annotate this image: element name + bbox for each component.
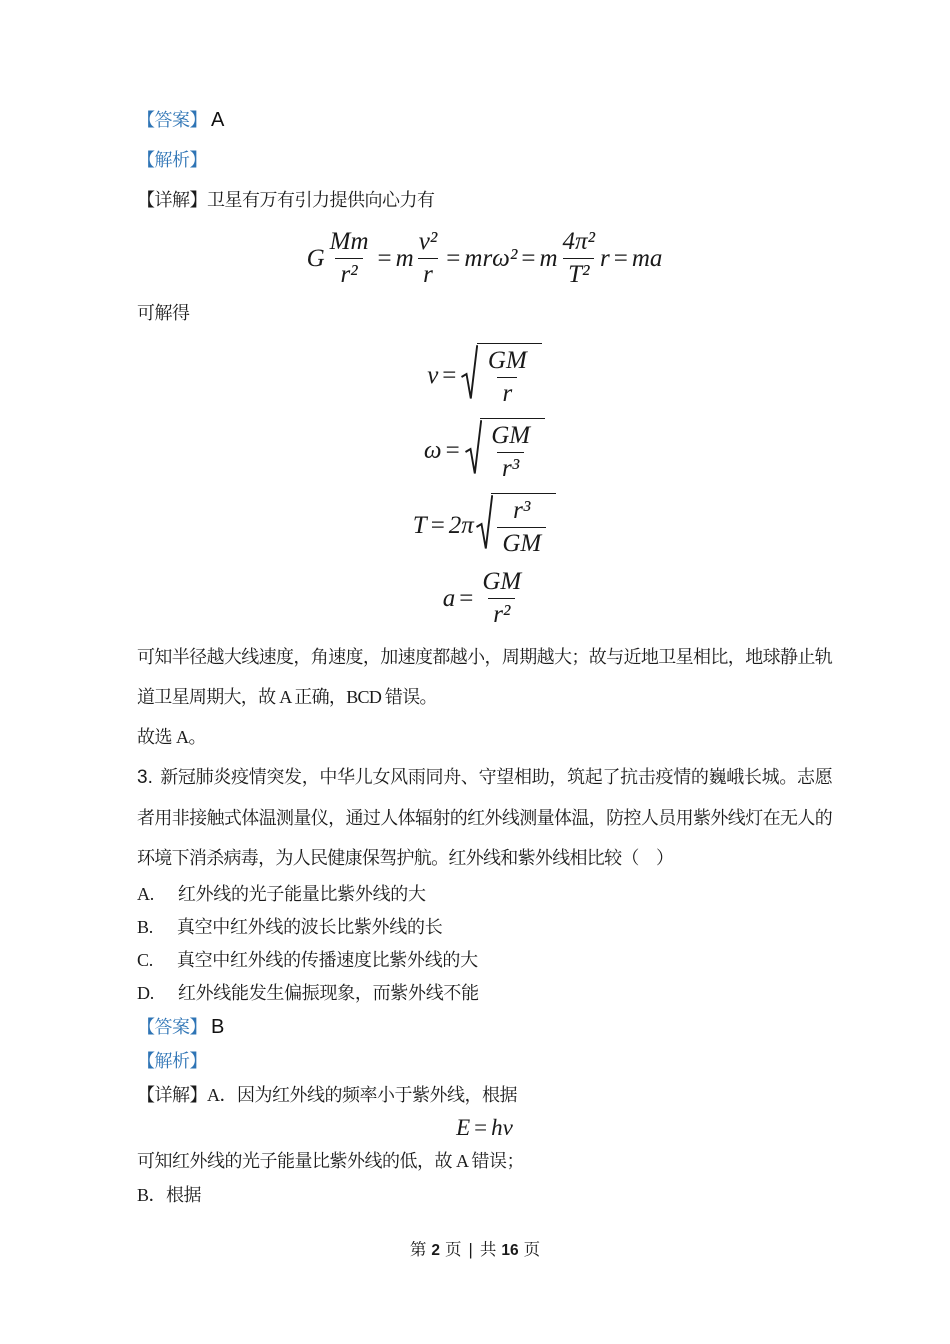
math-term: m [395, 244, 414, 272]
option-c [137, 944, 832, 977]
radical-icon [465, 419, 482, 477]
option-c-text: 真空中红外线的传播速度比紫外线的大 [176, 950, 478, 970]
fraction-GM-r: $\frac{GM}{r}$ [487, 347, 527, 407]
answer-marker-q2: 【答案】 [137, 110, 207, 130]
detail-marker-q2: 【详解】 [137, 190, 207, 210]
answer-line-q3 [137, 1010, 832, 1044]
fraction-GM-r2: $\frac{GM}{\text{r²}}$ [482, 568, 522, 628]
math-coefficient: 2π [448, 511, 474, 539]
math-term: mrω² [464, 244, 518, 272]
math-term: m [539, 244, 558, 272]
analysis-marker-q2: 【解析】 [137, 150, 207, 170]
math-term: ω [423, 436, 442, 464]
analysis-line-q2 [137, 140, 832, 180]
equals-sign: = [377, 244, 392, 272]
footer-page-prefix: 第 [409, 1240, 427, 1259]
detail-line-q2 [137, 180, 832, 220]
fraction-r3-GM: $\frac{\text{r³}}{GM}$ [497, 497, 546, 558]
footer-total-number: 16 [501, 1242, 519, 1259]
equals-sign: = [459, 584, 474, 612]
sqrt-expression [461, 343, 541, 408]
answer-value-q3: B [211, 1016, 225, 1038]
answer-value-q2: A [211, 109, 225, 131]
option-a [137, 878, 832, 911]
formula-acceleration [137, 568, 832, 629]
page-footer [0, 1236, 950, 1260]
detail-line-q3 [137, 1078, 832, 1112]
detail-marker-q3: 【详解】 [137, 1085, 207, 1105]
option-d [137, 977, 832, 1010]
equals-sign: = [521, 244, 536, 272]
math-term: v [427, 361, 439, 389]
question3-stem [137, 757, 832, 878]
fraction-GM-r3: $\frac{GM}{\text{r³}}$ [491, 422, 531, 482]
fraction-Mm-r2: $\frac{Mm}{\text{r²}}$ [329, 228, 369, 288]
footer-divider: | [468, 1241, 473, 1259]
option-a-text: 红外线的光子能量比紫外线的大 [177, 884, 426, 904]
answer-marker-q3: 【答案】 [137, 1017, 207, 1037]
math-term: E [456, 1115, 471, 1140]
math-term: hν [491, 1115, 513, 1140]
equals-sign: = [446, 244, 461, 272]
choose-answer-q2: 故选 A。 [137, 727, 206, 747]
sqrt-expression [476, 493, 556, 558]
sqrt-expression [465, 418, 545, 483]
radical-icon [476, 494, 493, 552]
equals-sign: = [442, 361, 457, 389]
formula-gravitation [137, 228, 832, 289]
fraction-4pi2-T2: $\frac{\text{4π²}}{\text{T²}}$ [562, 228, 596, 288]
equals-sign: = [613, 244, 628, 272]
formula-photon-energy [137, 1115, 832, 1141]
question3-stem-text: 新冠肺炎疫情突发，中华儿女风雨同舟、守望相助，筑起了抗击疫情的巍峨长城。志愿者用非接触式体温测量仪，通过人体辐射的红外线测量体温，防控人员用紫外线灯在无人的环境下消杀病毒，为人民健康保驾护航。红外线和紫外线相比较（ ） [137, 767, 832, 868]
detail-text-q3: A．因为红外线的频率小于紫外线，根据 [207, 1085, 517, 1105]
footer-total-prefix: 共 [479, 1240, 497, 1259]
formula-period [137, 493, 832, 558]
footer-page-unit: 页 [445, 1240, 462, 1259]
question3-number: 3. [137, 767, 153, 788]
math-term: a [442, 584, 456, 612]
conclusion-paragraph-q2: 可知半径越大线速度，角速度，加速度都越小，周期越大；故与近地卫星相比，地球静止轨道卫星周期大，故 A 正确，BCD 错误。 [137, 647, 832, 707]
formula-angular-velocity [137, 418, 832, 483]
answer-line-q2 [137, 100, 832, 140]
option-b-text: 真空中红外线的波长比紫外线的长 [176, 917, 443, 937]
footer-page-number: 2 [431, 1242, 441, 1259]
option-c-label: C. [137, 950, 153, 970]
option-d-text: 红外线能发生偏振现象，而紫外线不能 [177, 983, 479, 1003]
option-b-label: B. [137, 917, 153, 937]
solve-text: 可解得 [137, 303, 190, 323]
footer-total-unit: 页 [523, 1240, 541, 1259]
analysis-line-q3 [137, 1044, 832, 1078]
after-formula-text-q3: 可知红外线的光子能量比紫外线的低，故 A 错误； [137, 1151, 525, 1171]
radicand [477, 343, 542, 408]
detail-text-q2: 卫星有万有引力提供向心力有 [207, 190, 435, 210]
math-term: G [306, 244, 325, 272]
analysis-marker-q3: 【解析】 [137, 1051, 207, 1071]
option-b [137, 911, 832, 944]
radicand [491, 493, 556, 558]
equals-sign: = [474, 1115, 488, 1140]
radical-icon [461, 344, 478, 402]
formula-velocity [137, 343, 832, 408]
equals-sign: = [445, 436, 460, 464]
option-a-label: A. [137, 884, 154, 904]
math-term: r [600, 244, 610, 272]
radicand [480, 418, 545, 483]
fraction-v2-r: $\frac{\text{v²}}{r}$ [418, 228, 438, 288]
math-term: T [412, 511, 427, 539]
math-term: ma [631, 244, 663, 272]
option-d-label: D. [137, 983, 154, 1003]
equals-sign: = [430, 511, 445, 539]
next-item-text-q3: B．根据 [137, 1185, 202, 1205]
